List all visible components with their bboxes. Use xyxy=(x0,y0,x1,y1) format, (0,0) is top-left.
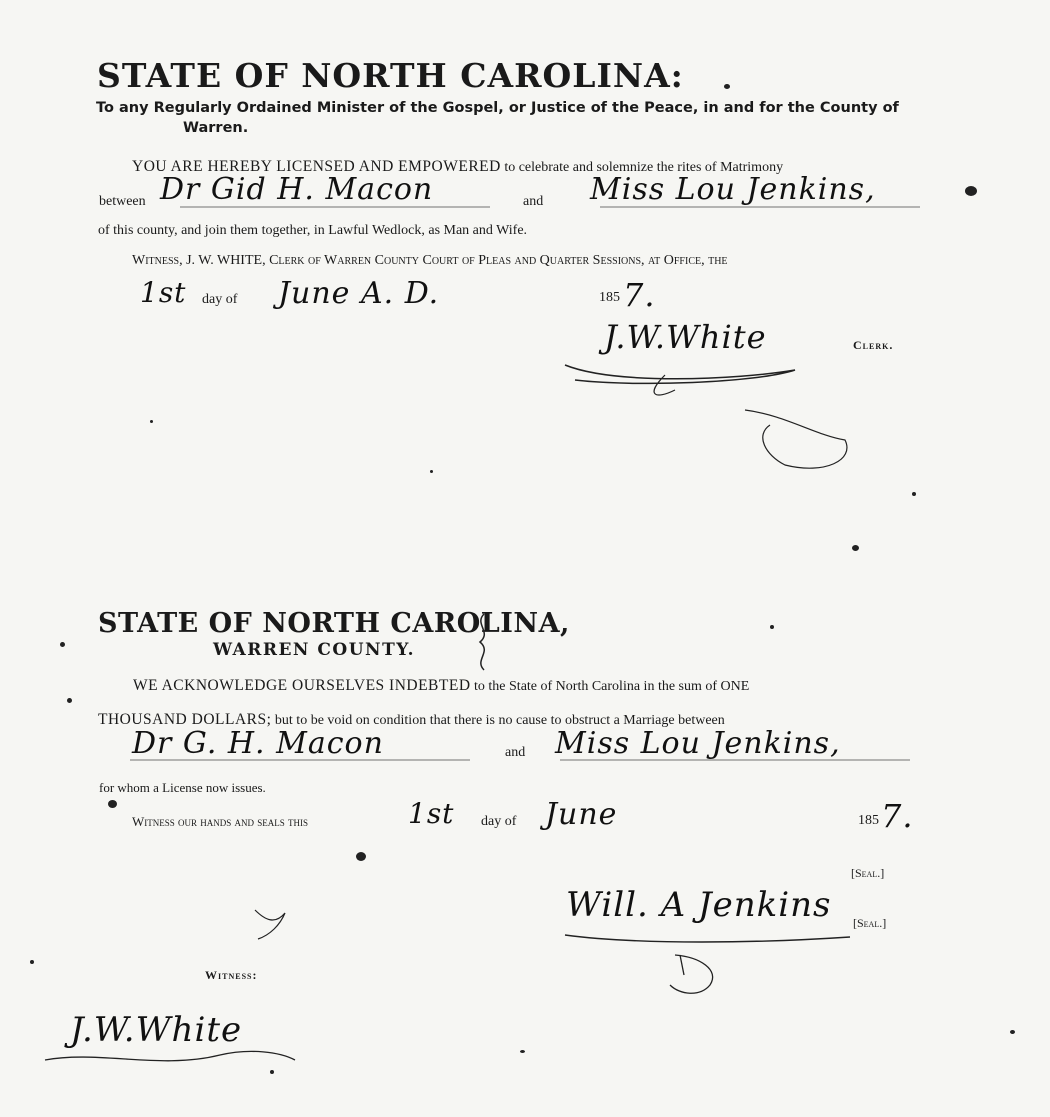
seal-label-2: [Seal.] xyxy=(853,916,887,930)
license-day-of-label: day of xyxy=(202,292,238,307)
witness-signature-flourish xyxy=(40,1040,300,1070)
paper-speck xyxy=(30,960,34,964)
signer-signature-flourish xyxy=(560,925,860,1005)
license-year-handwriting: 7. xyxy=(623,276,656,314)
license-county: Warren. xyxy=(183,120,249,136)
license-and-label: and xyxy=(523,194,544,209)
paper-speck xyxy=(770,625,774,629)
paper-speck xyxy=(1010,1030,1015,1034)
underline-flourish xyxy=(130,758,930,768)
bond-acknowledge-rest: to the State of North Carolina in the sum of ONE xyxy=(474,679,750,694)
bond-acknowledge-caps: WE ACKNOWLEDGE OURSELVES INDEBTED xyxy=(133,677,471,694)
bond-witness-hands-line: Witness our hands and seals this xyxy=(132,814,309,829)
bond-day-of-label: day of xyxy=(481,814,517,829)
license-day-handwriting: 1st xyxy=(140,276,187,309)
license-witness-line: Witness, J. W. WHITE, Clerk of Warren County Court of Pleas and Quarter Sessions, at Office, the xyxy=(132,253,728,268)
bond-thousand-rest: but to be void on condition that there is no cause to obstruct a Marriage between xyxy=(274,713,725,728)
bond-witness-label: Witness: xyxy=(205,968,258,982)
license-bride-handwriting: Miss Lou Jenkins, xyxy=(590,172,876,207)
paper-speck xyxy=(430,470,433,473)
bond-license-line: for whom a License now issues. xyxy=(99,780,266,795)
paper-speck xyxy=(912,492,916,496)
bond-month-handwriting: June xyxy=(545,797,618,832)
clerk-signature-flourish xyxy=(555,355,865,485)
license-year-printed: 185 xyxy=(599,290,620,305)
license-wedlock-line: of this county, and join them together, in Lawful Wedlock, as Man and Wife. xyxy=(98,223,528,238)
paper-speck xyxy=(852,545,859,551)
clerk-label: Clerk. xyxy=(853,338,894,352)
license-title: STATE OF NORTH CAROLINA: xyxy=(97,56,684,95)
paper-speck xyxy=(67,698,72,703)
bond-county: WARREN COUNTY. xyxy=(213,640,416,660)
bond-and-label: and xyxy=(505,745,526,760)
license-addressee: To any Regularly Ordained Minister of the Gospel, or Justice of the Peace, in and for the County of xyxy=(96,100,899,116)
clerk-signature: J.W.White xyxy=(604,318,767,356)
license-between-label: between xyxy=(99,194,146,209)
witness-signature: J.W.White xyxy=(70,1010,243,1050)
bond-title: STATE OF NORTH CAROLINA, xyxy=(98,608,570,639)
bond-thousand-caps: THOUSAND DOLLARS; xyxy=(98,711,272,728)
bond-year-printed: 185 xyxy=(858,813,879,828)
bond-year-handwriting: 7. xyxy=(881,797,914,835)
license-empower-rest: to celebrate and solemnize the rites of Matrimony xyxy=(504,160,784,175)
underline-flourish xyxy=(150,205,950,225)
license-month-handwriting: June A. D. xyxy=(278,276,440,311)
license-empower-caps: YOU ARE HEREBY LICENSED AND EMPOWERED xyxy=(132,158,501,175)
paper-speck xyxy=(60,642,65,647)
paper-speck xyxy=(356,852,366,861)
bond-acknowledge-line xyxy=(133,677,749,695)
bond-bride-handwriting: Miss Lou Jenkins, xyxy=(555,726,841,761)
pen-mark xyxy=(250,905,290,945)
brace-mark xyxy=(470,612,500,672)
license-groom-handwriting: Dr Gid H. Macon xyxy=(160,172,434,207)
signer-signature: Will. A Jenkins xyxy=(566,885,832,925)
paper-speck xyxy=(108,800,117,808)
bond-groom-handwriting: Dr G. H. Macon xyxy=(132,726,384,761)
paper-speck xyxy=(520,1050,525,1053)
paper-speck xyxy=(270,1070,274,1074)
paper-speck xyxy=(724,84,730,89)
paper-speck xyxy=(965,186,977,196)
seal-label-1: [Seal.] xyxy=(851,866,885,880)
paper-speck xyxy=(150,420,153,423)
bond-day-handwriting: 1st xyxy=(408,797,455,830)
